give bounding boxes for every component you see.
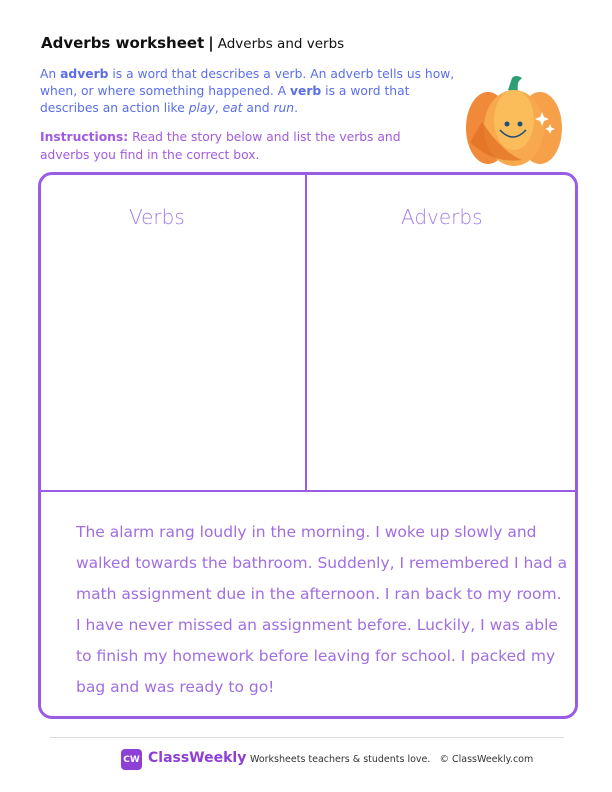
page-title [41,34,344,52]
footer-divider [50,737,564,738]
story-text [76,517,568,703]
brand-name: ClassWeekly [148,750,247,766]
story-divider [41,490,575,492]
story-line: to finish my homework before leaving for school. I packed my [76,647,556,665]
story-line: I have never missed an assignment before. Luckily, I was able [76,616,558,634]
title-subtitle: Adverbs and verbs [217,36,345,52]
instructions-text: Read the story below and list the verbs and adverbs you find in the correct box. [40,130,401,162]
title-main: Adverbs worksheet [41,34,205,52]
column-divider [305,175,307,490]
story-line: walked towards the bathroom. Suddenly, I remembered I had a [76,554,568,572]
verbs-heading: Verbs [129,205,185,229]
answer-box [38,172,578,719]
footer-tagline: Worksheets teachers & students love. © ClassWeekly.com [250,754,534,765]
instructions-label: Instructions: [40,130,129,144]
intro-text: An adverb is a word that describes a verb. An adverb tells us how, when, or where something happened. A verb is a word that describes an action like play, eat and run. [40,67,455,115]
story-line: The alarm rang loudly in the morning. I woke up slowly and [76,523,537,541]
pumpkin-icon [462,72,566,168]
story-line: math assignment due in the afternoon. I ran back to my room. [76,585,562,603]
adverbs-heading: Adverbs [401,205,483,229]
classweekly-logo: CW [121,749,142,770]
title-separator: | [208,34,214,52]
story-line: bag and was ready to go! [76,678,275,696]
instructions [40,128,450,164]
